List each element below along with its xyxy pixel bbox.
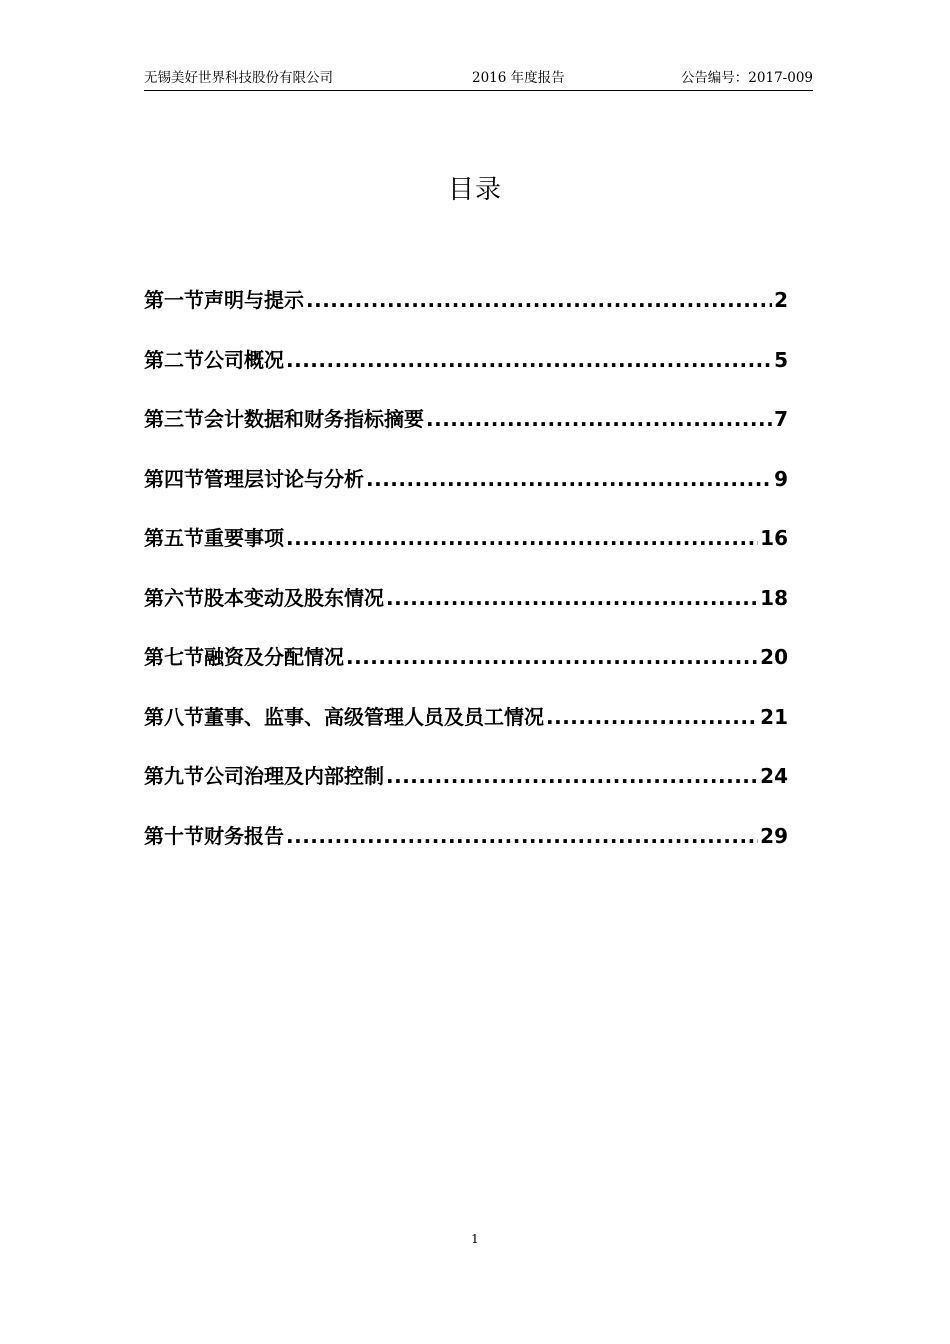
- toc-entry-label: 第二节公司概况: [144, 347, 284, 372]
- toc-entry[interactable]: [144, 342, 788, 402]
- toc-entry[interactable]: [144, 818, 788, 878]
- toc-entry[interactable]: [144, 699, 788, 759]
- toc-entry-page: 16: [760, 526, 788, 550]
- toc-entry-page: 9: [774, 466, 788, 491]
- toc-dot-leader: [386, 580, 758, 616]
- table-of-contents: [144, 282, 788, 877]
- toc-entry-page: 7: [774, 407, 788, 431]
- toc-entry[interactable]: [144, 401, 788, 461]
- page-number: 1: [471, 1232, 479, 1246]
- toc-entry-label: 第一节声明与提示: [144, 288, 304, 312]
- toc-entry-label: 第八节董事、监事、高级管理人员及员工情况: [144, 704, 544, 729]
- toc-entry-page: 29: [760, 823, 788, 848]
- toc-entry[interactable]: [144, 639, 788, 699]
- toc-entry-page: 20: [760, 645, 788, 669]
- toc-dot-leader: [306, 282, 772, 318]
- toc-entry[interactable]: [144, 580, 788, 640]
- header-company-name: 无锡美好世界科技股份有限公司: [144, 70, 333, 86]
- toc-entry-page: 2: [774, 288, 788, 312]
- toc-dot-leader: [366, 461, 772, 497]
- header-notice-number: 公告编号：2017-009: [680, 70, 813, 86]
- toc-entry-label: 第四节管理层讨论与分析: [144, 466, 364, 491]
- toc-entry-page: 5: [774, 347, 788, 372]
- toc-entry-label: 第五节重要事项: [144, 526, 284, 550]
- toc-entry-label: 第七节融资及分配情况: [144, 645, 344, 669]
- toc-dot-leader: [546, 699, 758, 735]
- toc-entry-page: 24: [760, 764, 788, 788]
- toc-dot-leader: [346, 639, 758, 675]
- toc-entry[interactable]: [144, 461, 788, 521]
- toc-entry[interactable]: [144, 758, 788, 818]
- toc-entry-label: 第十节财务报告: [144, 823, 284, 848]
- toc-entry[interactable]: [144, 282, 788, 342]
- toc-entry-label: 第六节股本变动及股东情况: [144, 585, 384, 610]
- toc-entry-page: 18: [760, 585, 788, 610]
- toc-dot-leader: [286, 342, 772, 378]
- toc-entry-page: 21: [760, 704, 788, 729]
- toc-dot-leader: [286, 818, 758, 854]
- page-header: [144, 66, 813, 91]
- toc-dot-leader: [386, 758, 758, 794]
- toc-title: 目录: [447, 175, 502, 205]
- toc-dot-leader: [286, 520, 758, 556]
- toc-entry-label: 第九节公司治理及内部控制: [144, 764, 384, 788]
- header-report-title: 2016 年度报告: [472, 70, 565, 86]
- toc-entry-label: 第三节会计数据和财务指标摘要: [144, 407, 424, 431]
- toc-entry[interactable]: [144, 520, 788, 580]
- toc-dot-leader: [426, 401, 772, 437]
